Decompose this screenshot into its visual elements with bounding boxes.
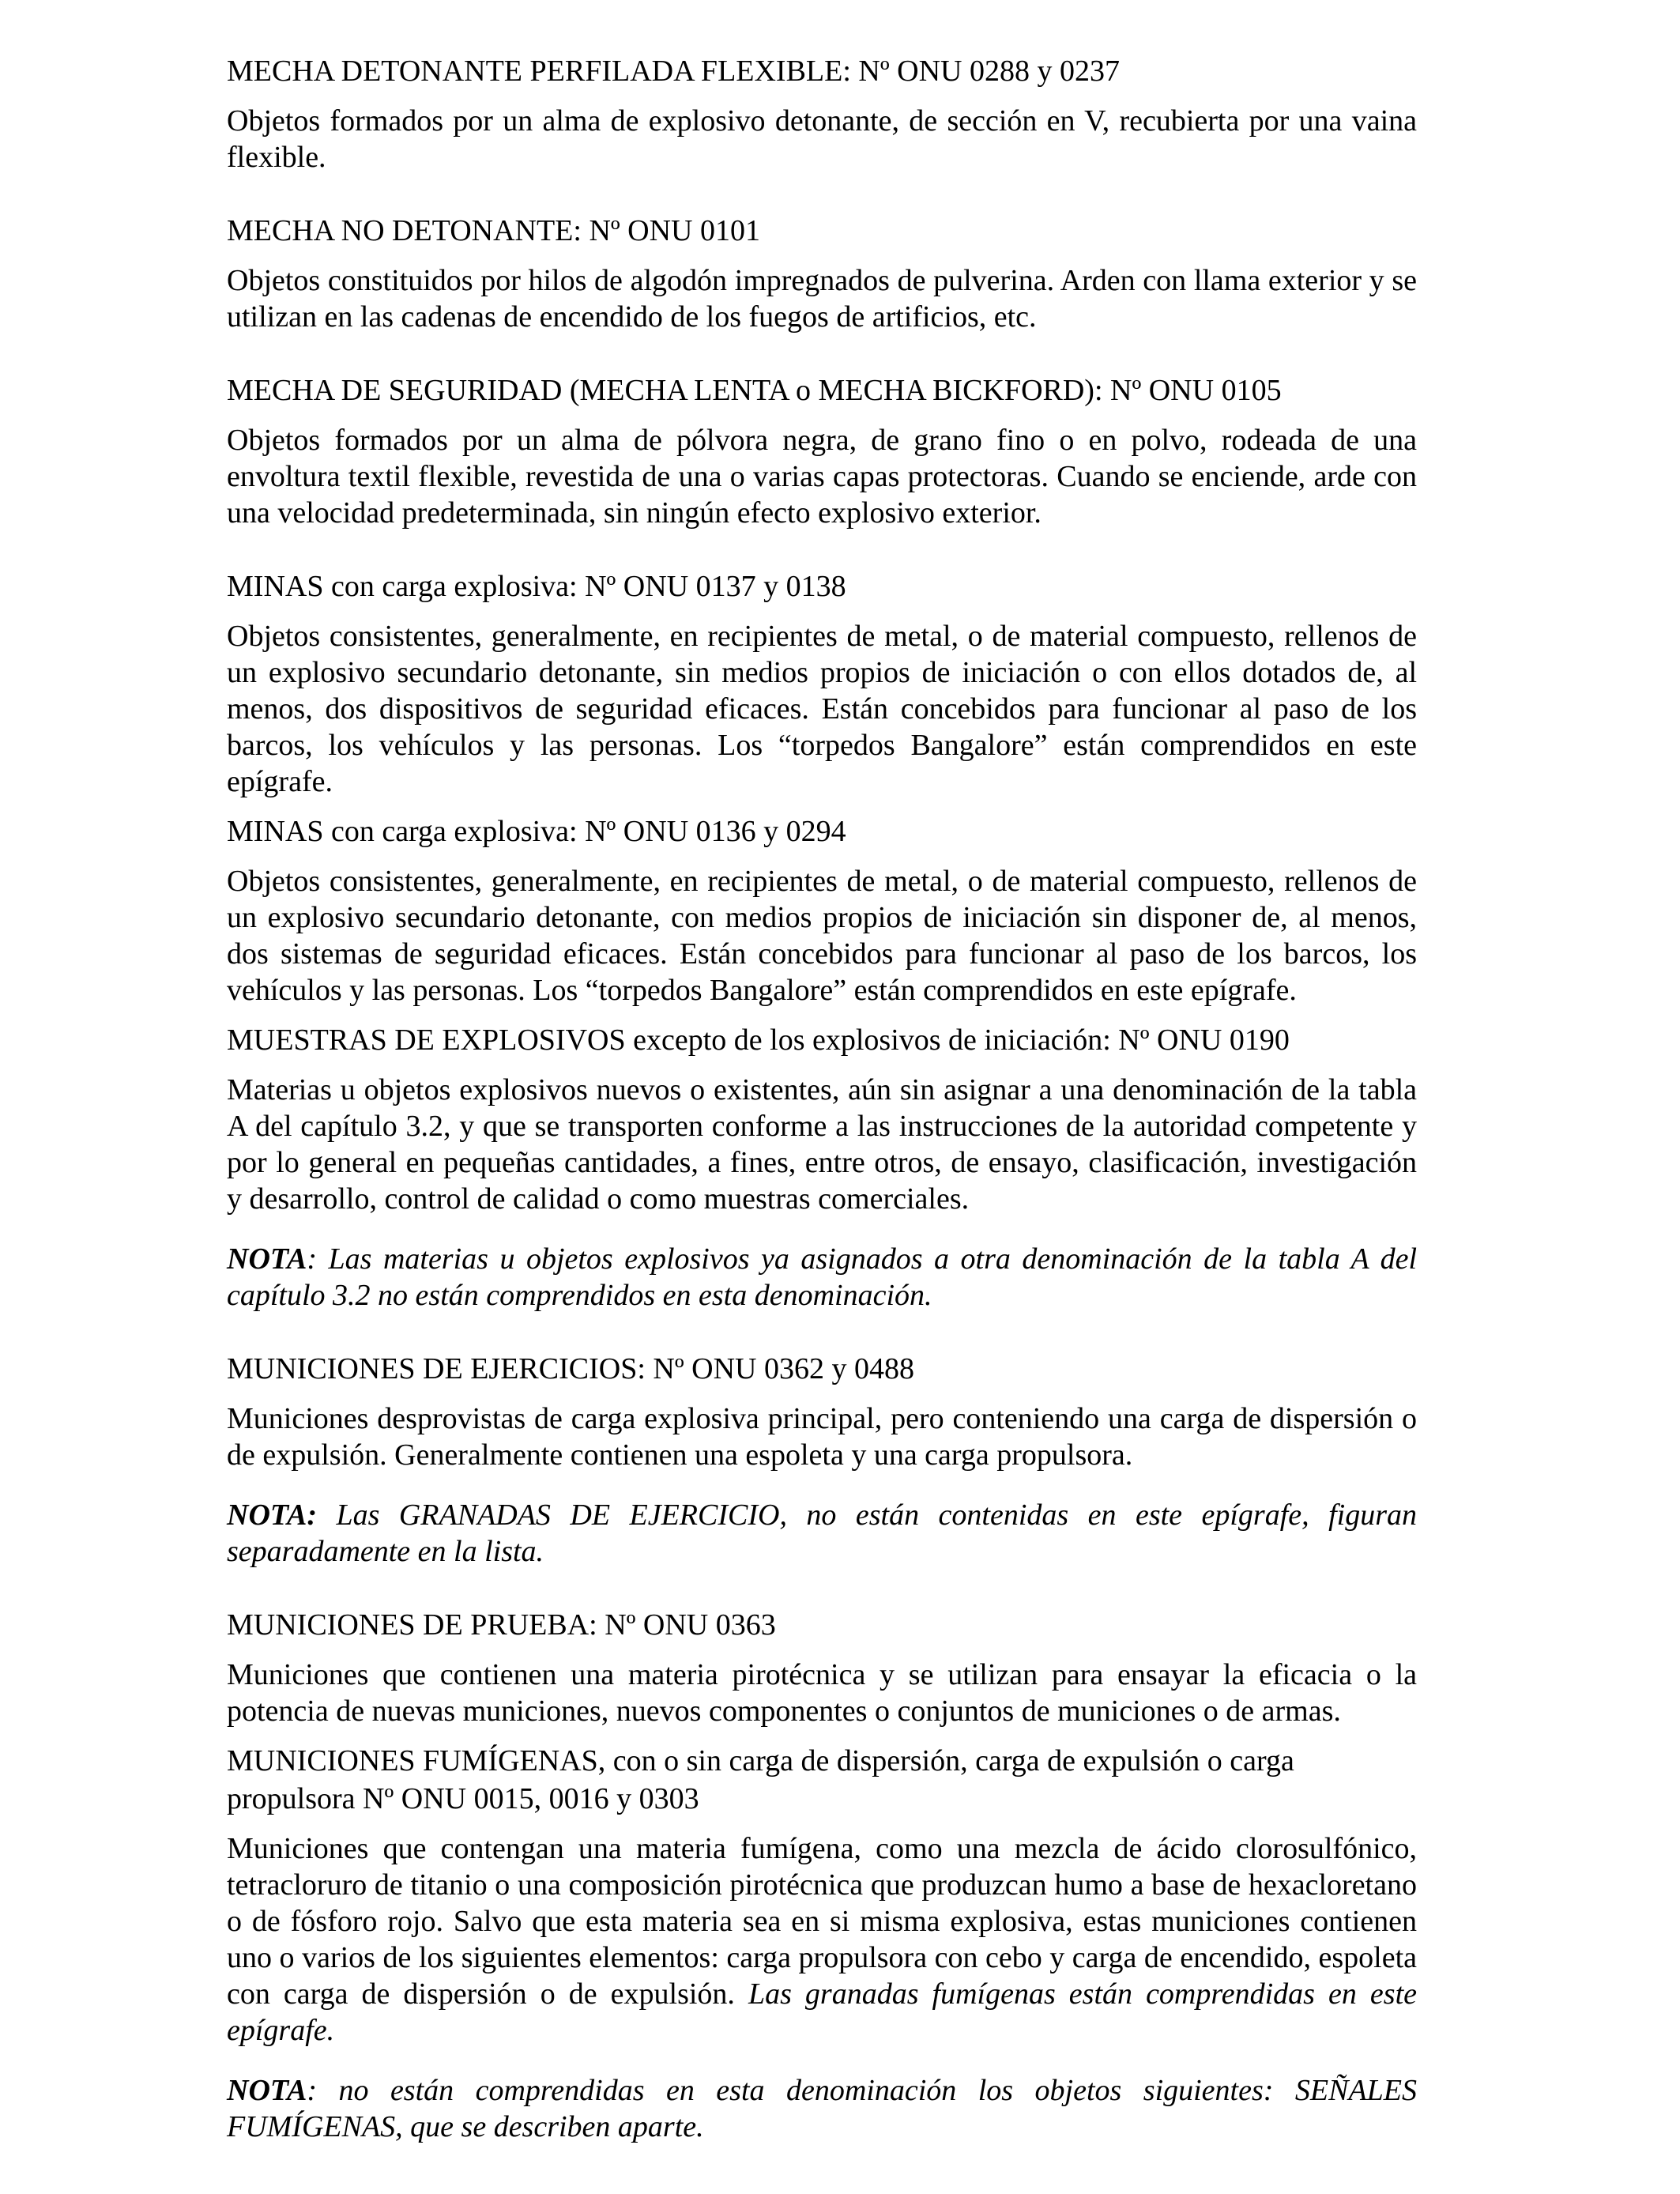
entry-body: Objetos formados por un alma de pólvora negra, de grano fino o en polvo, rodeada de una envoltura textil flexible, revestida de una o varias capas protectoras. Cuando se enciende, arde con una velocidad predeterminada, sin ningún efecto explosivo exterior. — [227, 424, 1417, 530]
entry-body: Municiones desprovistas de carga explosiva principal, pero conteniendo una carga de dispersión o de expulsión. Generalmente contienen una espoleta y una carga propulsora. — [227, 1402, 1417, 1472]
note-label: NOTA: — [227, 1498, 317, 1532]
entry-heading: MUNICIONES DE PRUEBA: Nº ONU 0363 — [227, 1608, 776, 1642]
entry-body: Municiones que contienen una materia pirotécnica y se utilizan para ensayar la eficacia o la potencia de nuevas municiones, nuevos componentes o conjuntos de municiones o de armas. — [227, 1658, 1417, 1728]
note-label: NOTA — [227, 1242, 307, 1276]
entry-heading: MECHA NO DETONANTE: Nº ONU 0101 — [227, 214, 761, 247]
entry-body: Objetos constituidos por hilos de algodón impregnados de pulverina. Arden con llama exterior y se utilizan en las cadenas de encendido de los fuegos de artificios, etc. — [227, 264, 1417, 334]
entry-note — [227, 1497, 1417, 1570]
entry-heading: MUNICIONES FUMÍGENAS, con o sin carga de dispersión, carga de expulsión o carga propulsora Nº ONU 0015, 0016 y 0303 — [227, 1744, 1294, 1815]
entry-heading: MINAS con carga explosiva: Nº ONU 0137 y 0138 — [227, 570, 846, 603]
entry-body: Objetos consistentes, generalmente, en recipientes de metal, o de material compuesto, rellenos de un explosivo secundario detonante, con medios propios de iniciación sin disponer de, al menos, dos sistemas de seguridad eficaces. Están concebidos para funcionar al paso de los barcos, los vehículos y las personas. Los “torpedos Bangalore” están comprendidos en este epígrafe. — [227, 865, 1417, 1007]
document-page — [227, 52, 1417, 2169]
entry-heading: MECHA DETONANTE PERFILADA FLEXIBLE: Nº ONU 0288 y 0237 — [227, 55, 1120, 88]
entry-body: Objetos consistentes, generalmente, en recipientes de metal, o de material compuesto, rellenos de un explosivo secundario detonante, sin medios propios de iniciación o con ellos dotados de, al menos, dos dispositivos de seguridad eficaces. Están concebidos para funcionar al paso de los barcos, los vehículos y las personas. Los “torpedos Bangalore” están comprendidos en este epígrafe. — [227, 620, 1417, 798]
entry-note — [227, 2072, 1417, 2145]
note-text: : Las materias u objetos explosivos ya asignados a otra denominación de la tabla A del capítulo 3.2 no están comprendidos en esta denominación. — [227, 1242, 1417, 1312]
entry-body: Objetos formados por un alma de explosivo detonante, de sección en V, recubierta por una vaina flexible. — [227, 104, 1417, 174]
note-text: : no están comprendidas en esta denominación los objetos siguientes: SEÑALES FUMÍGENAS, que se describen aparte. — [227, 2074, 1417, 2143]
entry-body — [227, 1830, 1417, 2049]
entry-body-italic: Las granadas fumígenas están comprendidas en este epígrafe. — [227, 1977, 1417, 2047]
entry-heading: MINAS con carga explosiva: Nº ONU 0136 y 0294 — [227, 815, 846, 848]
entry-body: Materias u objetos explosivos nuevos o existentes, aún sin asignar a una denominación de la tabla A del capítulo 3.2, y que se transporten conforme a las instrucciones de la autoridad competente y por lo general en pequeñas cantidades, a fines, entre otros, de ensayo, clasificación, investigación y desarrollo, control de calidad o como muestras comerciales. — [227, 1073, 1417, 1216]
entry-heading: MUNICIONES DE EJERCICIOS: Nº ONU 0362 y 0488 — [227, 1352, 914, 1385]
entry-note — [227, 1241, 1417, 1314]
entry-heading: MECHA DE SEGURIDAD (MECHA LENTA o MECHA BICKFORD): Nº ONU 0105 — [227, 374, 1282, 407]
note-label: NOTA — [227, 2074, 307, 2107]
note-text: Las GRANADAS DE EJERCICIO, no están contenidas en este epígrafe, figuran separadamente en la lista. — [227, 1498, 1417, 1568]
entry-body-text: Municiones que contengan una materia fumígena, como una mezcla de ácido clorosulfónico, tetracloruro de titanio o una composición pirotécnica que produzcan humo a base de hexacloretano o de fósforo rojo. Salvo que esta materia sea en si misma explosiva, estas municiones contienen uno o varios de los siguientes elementos: carga propulsora con cebo y carga de encendido, espoleta con carga de dispersión o de expulsión. — [227, 1832, 1417, 2011]
entry-heading: MUESTRAS DE EXPLOSIVOS excepto de los explosivos de iniciación: Nº ONU 0190 — [227, 1023, 1290, 1057]
